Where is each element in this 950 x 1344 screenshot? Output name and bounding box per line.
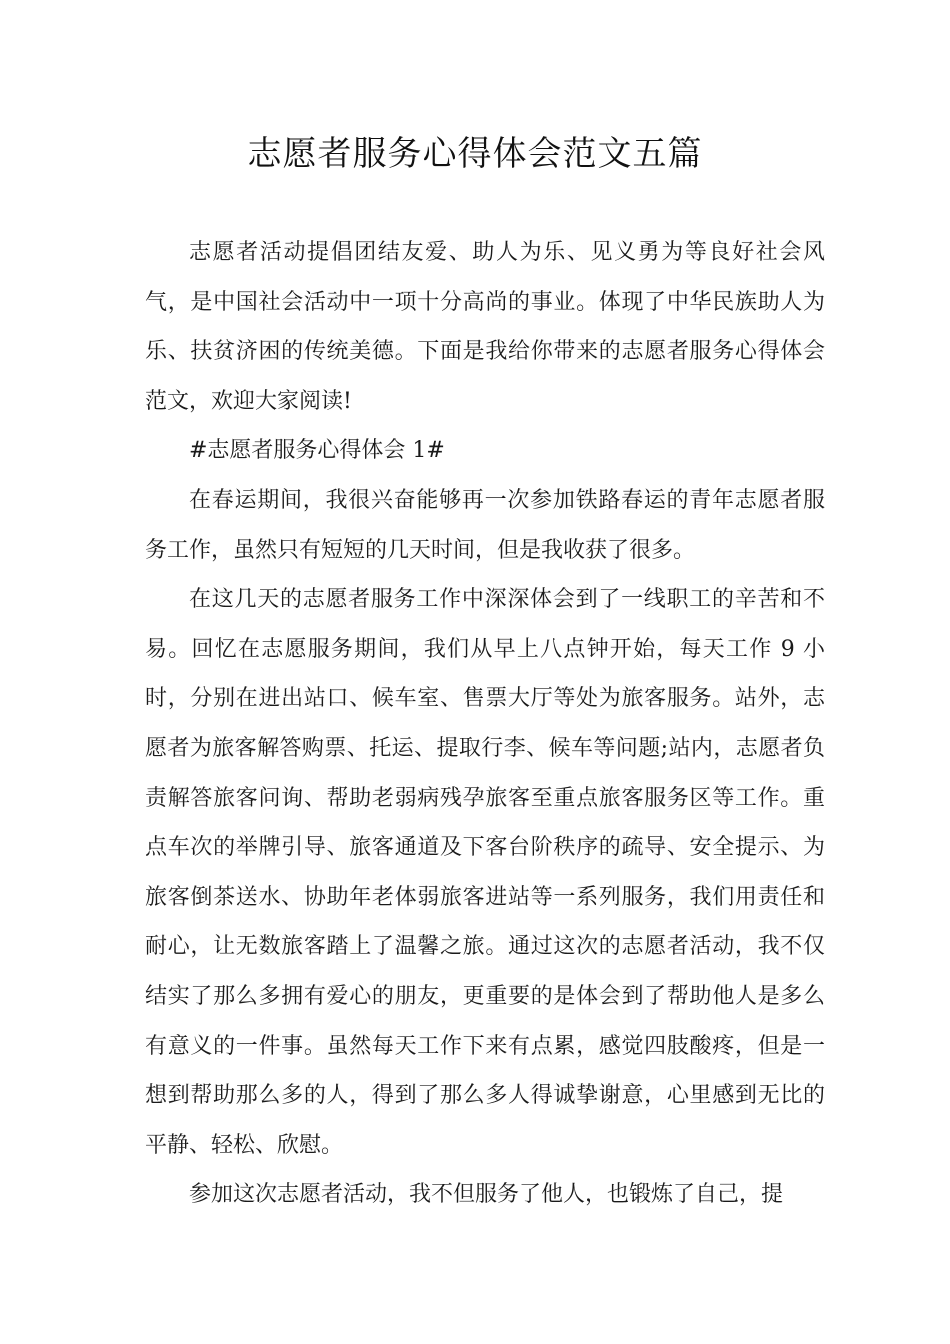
paragraph-reflection: 参加这次志愿者活动，我不但服务了他人，也锻炼了自己，提	[189, 1182, 784, 1208]
paragraph-intro: 志愿者活动提倡团结友爱、助人为乐、见义勇为等良好社会风气，是中国社会活动中一项十分高尚的事业。体现了中华民族助人为乐、扶贫济困的传统美德。下面是我给你带来的志愿者服务心得体会范文，欢迎大家阅读!	[145, 240, 825, 414]
paragraph-service-experience: 在这几天的志愿者服务工作中深深体会到了一线职工的辛苦和不易。回忆在志愿服务期间，我们从早上八点钟开始，每天工作 9 小时，分别在进出站口、候车室、售票大厅等处为旅客服务。站外，志愿者为旅客解答购票、托运、提取行李、候车等问题;站内，志愿者负责解答旅客问询、帮助老弱病残孕旅客至重点旅客服务区等工作。重点车次的举牌引导、旅客通道及下客台阶秩序的疏导、安全提示、为旅客倒茶送水、协助年老体弱旅客进站等一系列服务，我们用责任和耐心，让无数旅客踏上了温馨之旅。通过这次的志愿者活动，我不仅结实了那么多拥有爱心的朋友，更重要的是体会到了帮助他人是多么有意义的一件事。虽然每天工作下来有点累，感觉四肢酸疼，但是一想到帮助那么多的人，得到了那么多人得诚挚谢意，心里感到无比的平静、轻松、欣慰。	[145, 587, 825, 1158]
document-title: 志愿者服务心得体会范文五篇	[247, 134, 703, 174]
paragraph-spring-festival: 在春运期间，我很兴奋能够再一次参加铁路春运的青年志愿者服务工作，虽然只有短短的几天时间，但是我收获了很多。	[145, 487, 825, 563]
document-body	[145, 228, 825, 1220]
section-heading-1: #志愿者服务心得体会 1#	[189, 438, 445, 464]
